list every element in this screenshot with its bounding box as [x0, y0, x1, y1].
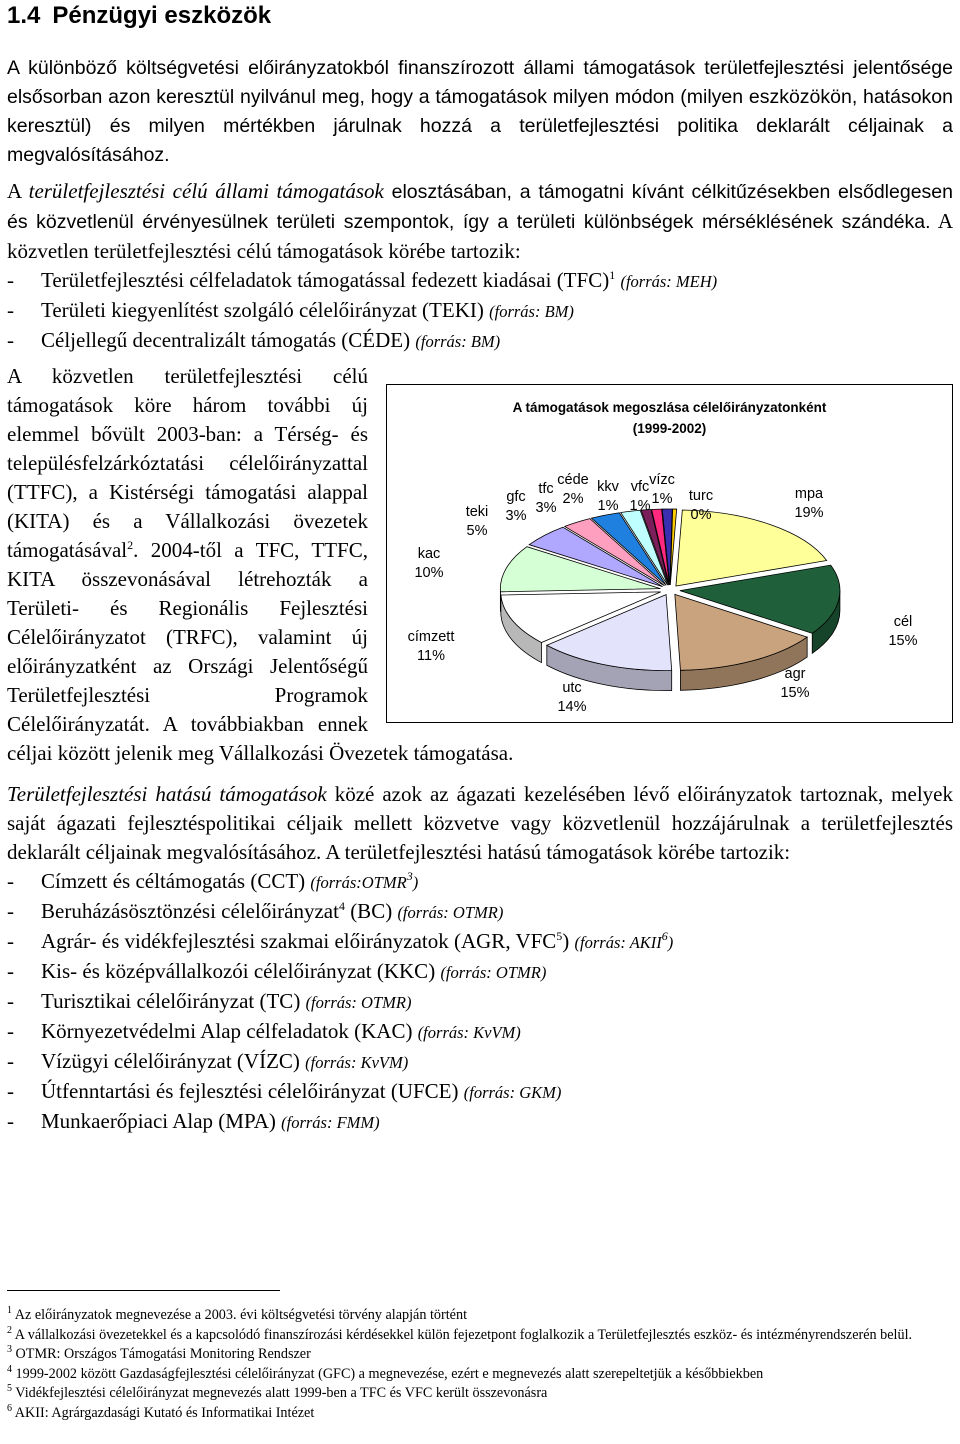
chart-title-main: A támogatások megoszlása célelőirányzatonként: [512, 400, 827, 415]
slice-percent: 1%: [629, 498, 651, 514]
slice-percent: 1%: [651, 491, 673, 507]
slice-name: vízc: [649, 472, 675, 488]
slice-percent: 5%: [466, 523, 488, 539]
footnote-separator: [7, 1290, 280, 1291]
slice-percent: 15%: [780, 685, 810, 701]
section-number: 1.4: [7, 2, 41, 29]
slice-percent: 19%: [794, 505, 824, 521]
para2-lead: A: [7, 179, 29, 203]
slice-name: tfc: [538, 481, 554, 497]
slice-percent: 14%: [557, 699, 587, 715]
slice-label-címzett: [401, 628, 461, 666]
para2-text2: A közvetlen területfejlesztési célú támogatások körébe tartozik:: [7, 209, 953, 263]
list-item: - Munkaerőpiaci Alap (MPA) (forrás: FMM): [7, 1107, 953, 1137]
chart-subtitle: (1999-2002): [632, 421, 707, 436]
footnote-ref[interactable]: 5: [556, 929, 563, 943]
footnote: $^5$ Vidékfejlesztési célelőirányzat megnevezés alatt 1999-ben a TFC és VFC került összevonásra: [7, 1383, 548, 1401]
slice-name: mpa: [794, 486, 824, 502]
slice-name: kac: [417, 546, 441, 562]
slice-label-utc: [542, 679, 602, 717]
slice-name: agr: [784, 666, 806, 682]
list-item: - Céljellegű decentralizált támogatás (CÉDE) (forrás: BM): [7, 326, 953, 356]
footnote-ref[interactable]: 2: [127, 538, 134, 552]
slice-percent: 10%: [414, 565, 444, 581]
section-heading: [7, 0, 953, 34]
slice-name: turc: [688, 488, 714, 504]
footnotes: [7, 1306, 953, 1423]
chart-section: [7, 362, 953, 768]
section-title: Pénzügyi eszközök: [52, 2, 272, 29]
list-item: - Területfejlesztési célfeladatok támogatással fedezett kiadásai (TFC)$^1$ (forrás: MEH): [7, 266, 953, 296]
slice-label-mpa: [779, 485, 839, 523]
slice-name: cél: [893, 614, 913, 630]
slice-percent: 3%: [535, 500, 557, 516]
indirect-support-paragraph: [7, 780, 953, 867]
slice-label-cél: [873, 613, 933, 651]
list-item: - Turisztikai célelőirányzat (TC) (forrás: OTMR): [7, 987, 953, 1017]
list-item: - Környezetvédelmi Alap célfeladatok (KAC) (forrás: KvVM): [7, 1017, 953, 1047]
list-item: - Agrár- és vidékfejlesztési szakmai előirányzatok (AGR, VFC$^5$) (forrás: AKII$^6$): [7, 927, 953, 957]
para4-italic-term: Területfejlesztési hatású támogatások: [7, 782, 327, 806]
pie-chart: [386, 384, 953, 723]
slice-percent: 15%: [888, 633, 918, 649]
footnote: $^3$ OTMR: Országos Támogatási Monitoring Rendszer: [7, 1344, 311, 1362]
footnote-ref[interactable]: 4: [338, 899, 345, 913]
slice-percent: 3%: [505, 508, 527, 524]
list-item: - Vízügyi célelőirányzat (VÍZC) (forrás: KvVM): [7, 1047, 953, 1077]
footnote-ref[interactable]: 3: [406, 869, 413, 883]
slice-name: teki: [465, 504, 489, 520]
footnote-ref[interactable]: 6: [661, 929, 668, 943]
list-item: - Kis- és középvállalkozói célelőirányzat (KKC) (forrás: OTMR): [7, 957, 953, 987]
list-item: - Beruházásösztönzési célelőirányzat$^4$ (BC) (forrás: OTMR): [7, 897, 953, 927]
list-item: - Címzett és céltámogatás (CCT) (forrás:OTMR$^3$): [7, 867, 953, 897]
slice-percent: 2%: [562, 491, 584, 507]
list-item: - Területi kiegyenlítést szolgáló célelőirányzat (TEKI) (forrás: BM): [7, 296, 953, 326]
footnote: $^4$ 1999-2002 között Gazdaságfejlesztési célelőirányzat (GFC) a megnevezése, ezért e megnevezés alatt szerepeltetjük a későbbiekben: [7, 1363, 764, 1382]
indirect-support-list: [7, 867, 953, 1137]
slice-name: gfc: [506, 489, 526, 505]
footnote-ref[interactable]: 1: [609, 268, 616, 282]
chart-title: [387, 397, 952, 439]
para4-text: közé azok az ágazati kezelésében lévő előirányzatok tartoznak, melyek saját ágazati fejlesztéspolitikai céljaik mellett közvetve vagy közvetlenül hozzájárulnak a területfejlesztés deklarált céljainak megvalósításához. A területfejlesztési hatású támogatások körébe tartozik:: [7, 782, 953, 864]
slice-name: címzett: [407, 629, 455, 645]
slice-label-turc: [671, 487, 731, 525]
intro-paragraph: A különböző költségvetési előirányzatokból finanszírozott állami támogatások területfejlesztési jelentősége elsősorban azon keresztül nyilvánul meg, hogy a támogatások milyen módon (milyen eszközökön, hatásokon keresztül) és milyen mértékben járulnak hozzá a területfejlesztési politika deklarált céljainak a megvalósításához.: [7, 57, 953, 166]
slice-name: vfc: [630, 479, 650, 495]
document-page: [7, 0, 953, 1444]
slice-name: kkv: [597, 479, 619, 495]
direct-support-paragraph: [7, 177, 953, 266]
list-item: - Útfenntartási és fejlesztési célelőirányzat (UFCE) (forrás: GKM): [7, 1077, 953, 1107]
slice-label-agr: [765, 665, 825, 703]
para3-text1: A közvetlen területfejlesztési célú támogatások köre három további új elemmel bővült 2003-ban: a Térség- és településfelzárkóztatási célelőirányzattal (TTFC), a Kistérségi támogatási alappal (KITA) és a Vállalkozási övezetek támogatásával: [7, 364, 368, 562]
footnote: $^6$ AKII: Agrárgazdasági Kutató és Informatikai Intézet: [7, 1402, 315, 1421]
slice-label-kac: [399, 545, 459, 583]
slice-percent: 1%: [597, 498, 619, 514]
slice-percent: 11%: [417, 648, 445, 664]
slice-percent: 0%: [690, 507, 712, 523]
para2-italic-term: területfejlesztési célú állami támogatások: [28, 179, 384, 203]
para2-text1: elosztásában, a támogatni kívánt célkitűzésekben elsődlegesen és közvetlenül érvényesülnek területi szempontok, így a területi különbségek mérséklésének szándéka.: [7, 181, 953, 233]
slice-name: céde: [557, 472, 589, 488]
footnote: $^2$ A vállalkozási övezetekkel és a kapcsolódó finanszírozási kérdésekkel külön fejezetpont foglalkozik a Területfejlesztés eszköz- és intézményrendszerén belül.: [7, 1324, 913, 1343]
para3-text2: . 2004-től a TFC, TTFC, KITA összevonásával létrehozták a Területi- és Regionális Fejlesztési Célelőirányzatot (TRFC), valamint új előirányzatként az Országi Jelentőségű Területfejlesztési Programok Célelőirányzatát. A továbbiakban ennek céljai között jelenik meg Vállalkozási Övezetek támogatása.: [7, 538, 514, 765]
slice-name: utc: [562, 680, 582, 696]
footnote: $^1$ Az előirányzatok megnevezése a 2003. évi költségvetési törvény alapján történt: [7, 1305, 468, 1323]
direct-support-list: [7, 266, 953, 356]
